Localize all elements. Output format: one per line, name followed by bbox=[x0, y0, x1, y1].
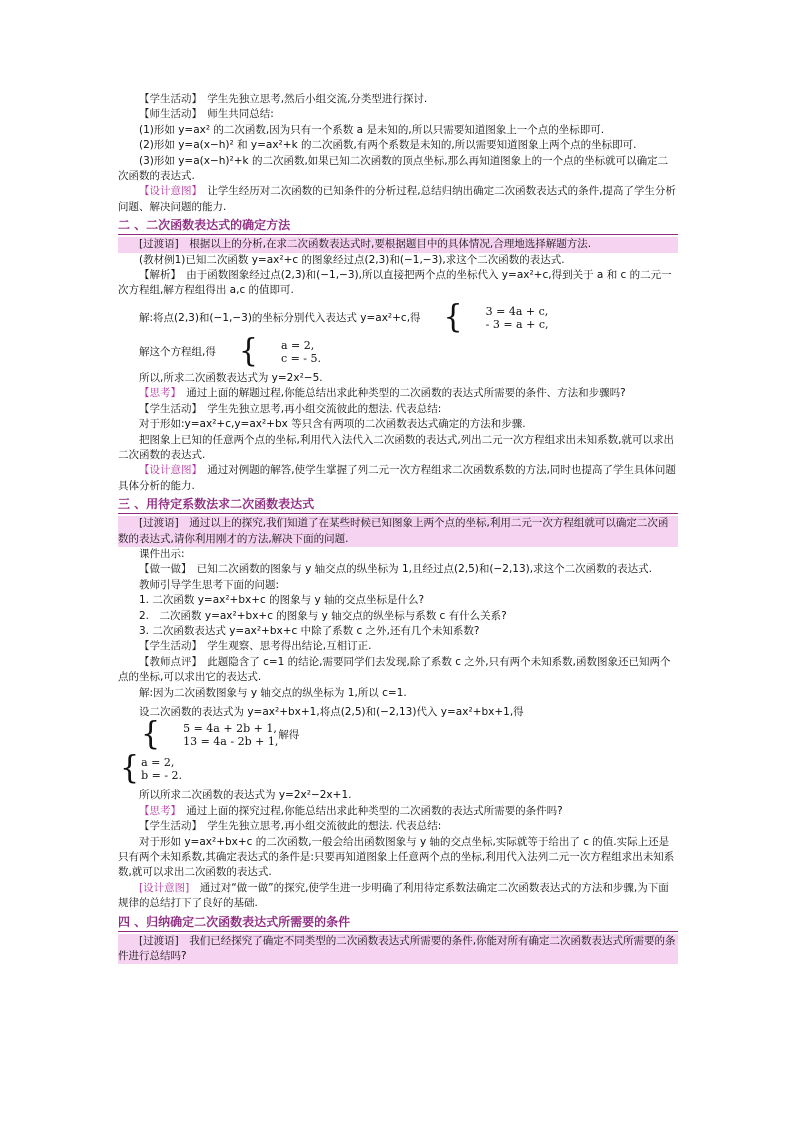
equation: a = 2, bbox=[280, 338, 315, 352]
paragraph-text: 解得 bbox=[278, 729, 300, 742]
label-design-intent: 【设计意图】 bbox=[139, 185, 197, 198]
label-student-activity: 【学生活动】 bbox=[139, 402, 197, 415]
question-1: 1. 二次函数 y=ax²+bx+c 的图象与 y 轴的交点坐标是什么? bbox=[139, 594, 425, 607]
student-activity bbox=[118, 402, 678, 417]
equation: a = 2, bbox=[141, 756, 175, 770]
brace: { bbox=[120, 750, 140, 788]
paragraph-text: 我们已经探究了确定不同类型的二次函数表达式所需要的条件,你能对所有确定二次函数表达式所需要的条件进行总结吗? bbox=[118, 934, 676, 963]
label-transition: [过渡语] bbox=[139, 934, 179, 947]
label-design-intent: 【设计意图】 bbox=[139, 464, 197, 477]
paragraph-text: 设二次函数的表达式为 y=ax²+bx+1,将点(2,5)和(−2,13)代入 y=ax²+bx+1,得 bbox=[139, 706, 524, 718]
section-heading-3: 三 、用待定系数法求二次函数表达式 bbox=[118, 495, 678, 514]
design-intent bbox=[118, 881, 678, 912]
try-it-paragraph bbox=[118, 562, 678, 577]
label-transition: [过渡语] bbox=[139, 238, 179, 251]
brace: { bbox=[238, 332, 258, 370]
equation: b = - 2. bbox=[141, 769, 183, 783]
paragraph-text: 此题隐含了 c=1 的结论,需要同学们去发现,除了系数 c 之外,只有两个未知系数,函数图象还已知两个点的坐标,可以求出它的表达式. bbox=[118, 655, 671, 684]
paragraph-text: 已知二次函数的图象与 y 轴交点的纵坐标为 1,且经过点(2,5)和(−2,13),求这个二次函数的表达式. bbox=[186, 563, 652, 576]
paragraph-text: 由于函数图象经过点(2,3)和(−1,−3),所以直接把两个点的坐标代入 y=ax²+c,得到关于 a 和 c 的二元一次方程组,解方程组得出 a,c 的值即可. bbox=[118, 269, 672, 297]
brace: { bbox=[141, 716, 161, 754]
equation: c = - 5. bbox=[280, 351, 322, 365]
equation-system bbox=[120, 716, 279, 754]
paragraph-text: 解:将点(2,3)和(−1,−3)的坐标分别代入表达式 y=ax²+c,得 bbox=[139, 311, 421, 324]
think-paragraph bbox=[118, 804, 678, 819]
paragraph: 教师引导学生思考下面的问题: bbox=[139, 578, 280, 591]
paragraph-text: 学生观察、思考得出结论,互相订正. bbox=[196, 640, 372, 653]
label-think: 【思考】 bbox=[139, 804, 176, 817]
analysis-paragraph bbox=[118, 268, 678, 299]
equation: 5 = 4a + 2b + 1, bbox=[183, 722, 277, 736]
paragraph: 课件出示: bbox=[139, 547, 185, 560]
section-heading-4: 四 、归纳确定二次函数表达式所需要的条件 bbox=[118, 913, 678, 932]
paragraph-text: 通过以上的探究,我们知道了在某些时候已知图象上两个点的坐标,利用二元一次方程组就可以确定二次函数的表达式,请你利用刚才的方法,解决下面的问题. bbox=[118, 517, 669, 545]
paragraph: 对于形如 y=ax²+bx+c 的二次函数,一般会给出函数图象与 y 轴的交点坐标,实际就等于给出了 c 的值.实际上还是只有两个未知系数,其确定表达式的条件是:只要再知道图象上任意两个点的坐标,利用代入法列二元一次方程组求出未知系数,就可以求出二次函数的表达式. bbox=[118, 835, 675, 879]
solution-line bbox=[118, 298, 678, 336]
document-page bbox=[118, 92, 678, 964]
summary-item-3: (3)形如 y=a(x−h)²+k 的二次函数,如果已知二次函数的顶点坐标,那么再知道图象上的一个点的坐标就可以确定二次函数的表达式. bbox=[118, 154, 669, 183]
transition-paragraph bbox=[118, 237, 678, 252]
summary-item-1: (1)形如 y=ax² 的二次函数,因为只有一个系数 a 是未知的,所以只需要知道图象上一个点的坐标即可. bbox=[139, 123, 605, 136]
equation-system bbox=[218, 332, 322, 370]
equation-system bbox=[423, 298, 549, 336]
example-problem: (教材例1)已知二次函数 y=ax²+c 的图象经过点(2,3)和(−1,−3),求这个二次函数的表达式. bbox=[139, 253, 565, 266]
label-think: 【思考】 bbox=[139, 387, 176, 400]
label-transition: [过渡语] bbox=[139, 517, 179, 530]
label-try-it: 【做一做】 bbox=[139, 563, 187, 576]
label-teacher-student: 【师生活动】 bbox=[139, 108, 197, 121]
transition-paragraph bbox=[118, 934, 678, 965]
solution-line bbox=[118, 705, 678, 754]
paragraph-text: 师生共同总结: bbox=[196, 108, 274, 121]
paragraph-text: 根据以上的分析,在求二次函数表达式时,要根据题目中的具体情况,合理地选择解题方法. bbox=[178, 238, 592, 251]
paragraph-text: 通过对例题的解答,使学生掌握了列二元一次方程组求二次函数系数的方法,同时也提高了学生具体问题具体分析的能力. bbox=[118, 464, 676, 492]
equation: - 3 = a + c, bbox=[485, 317, 549, 331]
transition-paragraph bbox=[118, 516, 678, 547]
paragraph-text: 通过上面的解题过程,你能总结出求此种类型的二次函数的表达式所需要的条件、方法和步骤吗? bbox=[175, 387, 626, 400]
paragraph: 把图象上已知的任意两个点的坐标,利用代入法代入二次函数的表达式,列出二元一次方程组求出未知系数,就可以求出二次函数的表达式. bbox=[118, 433, 675, 461]
question-2: 2. 二次函数 y=ax²+bx+c 的图象与 y 轴交点的纵坐标与系数 c 有什么关系? bbox=[139, 609, 507, 622]
brace: { bbox=[443, 298, 463, 336]
result-line: 所以,所求二次函数表达式为 y=2x²−5. bbox=[139, 371, 323, 384]
student-activity bbox=[118, 639, 678, 654]
teacher-comment bbox=[118, 655, 678, 686]
think-paragraph bbox=[118, 386, 678, 401]
paragraph-text: 学生先独立思考,再小组交流彼此的想法. 代表总结: bbox=[196, 402, 442, 415]
result-line: 所以所求二次函数的表达式为 y=2x²−2x+1. bbox=[139, 789, 352, 802]
label-teacher-comment: 【教师点评】 bbox=[139, 655, 197, 668]
label-student-activity: 【学生活动】 bbox=[139, 93, 197, 105]
design-intent bbox=[118, 184, 678, 215]
label-student-activity: 【学生活动】 bbox=[139, 820, 197, 833]
paragraph-text: 解这个方程组,得 bbox=[139, 345, 216, 358]
solution-line bbox=[118, 750, 678, 788]
paragraph-text: 让学生经历对二次函数的已知条件的分析过程,总结归纳出确定二次函数表达式的条件,提高了学生分析问题、解决问题的能力. bbox=[118, 185, 676, 213]
label-analysis: 【解析】 bbox=[139, 269, 176, 282]
paragraph-text: 学生先独立思考,然后小组交流,分类型进行探讨. bbox=[196, 93, 428, 105]
equation-system bbox=[120, 750, 183, 788]
label-design-intent: [设计意图] bbox=[139, 881, 190, 894]
student-activity bbox=[118, 819, 678, 834]
paragraph-text: 学生先独立思考,再小组交流彼此的想法. 代表总结: bbox=[196, 820, 442, 833]
paragraph bbox=[118, 92, 678, 107]
equation: 3 = 4a + c, bbox=[485, 304, 549, 318]
paragraph-text: 通过上面的探究过程,你能总结出求此种类型的二次函数的表达式所需要的条件吗? bbox=[175, 804, 563, 817]
solution-line: 解:因为二次函数图象与 y 轴交点的纵坐标为 1,所以 c=1. bbox=[139, 686, 407, 699]
paragraph bbox=[118, 107, 678, 122]
question-3: 3. 二次函数表达式 y=ax²+bx+c 中除了系数 c 之外,还有几个未知系数? bbox=[139, 624, 480, 637]
paragraph: 对于形如:y=ax²+c,y=ax²+bx 等只含有两项的二次函数表达式确定的方法和步骤. bbox=[139, 418, 526, 431]
summary-item-2: (2)形如 y=a(x−h)² 和 y=ax²+k 的二次函数,有两个系数是未知的,所以需要知道图象上两个点的坐标即可. bbox=[139, 139, 637, 152]
design-intent bbox=[118, 463, 678, 494]
solution-line bbox=[118, 332, 678, 370]
equation: 13 = 4a - 2b + 1, bbox=[183, 735, 279, 749]
section-heading-2: 二 、二次函数表达式的确定方法 bbox=[118, 216, 678, 235]
label-student-activity: 【学生活动】 bbox=[139, 640, 197, 653]
paragraph-text: 通过对“做一做”的探究,使学生进一步明确了利用待定系数法确定二次函数表达式的方法和步骤,为下面规律的总结打下了良好的基础. bbox=[118, 881, 669, 910]
